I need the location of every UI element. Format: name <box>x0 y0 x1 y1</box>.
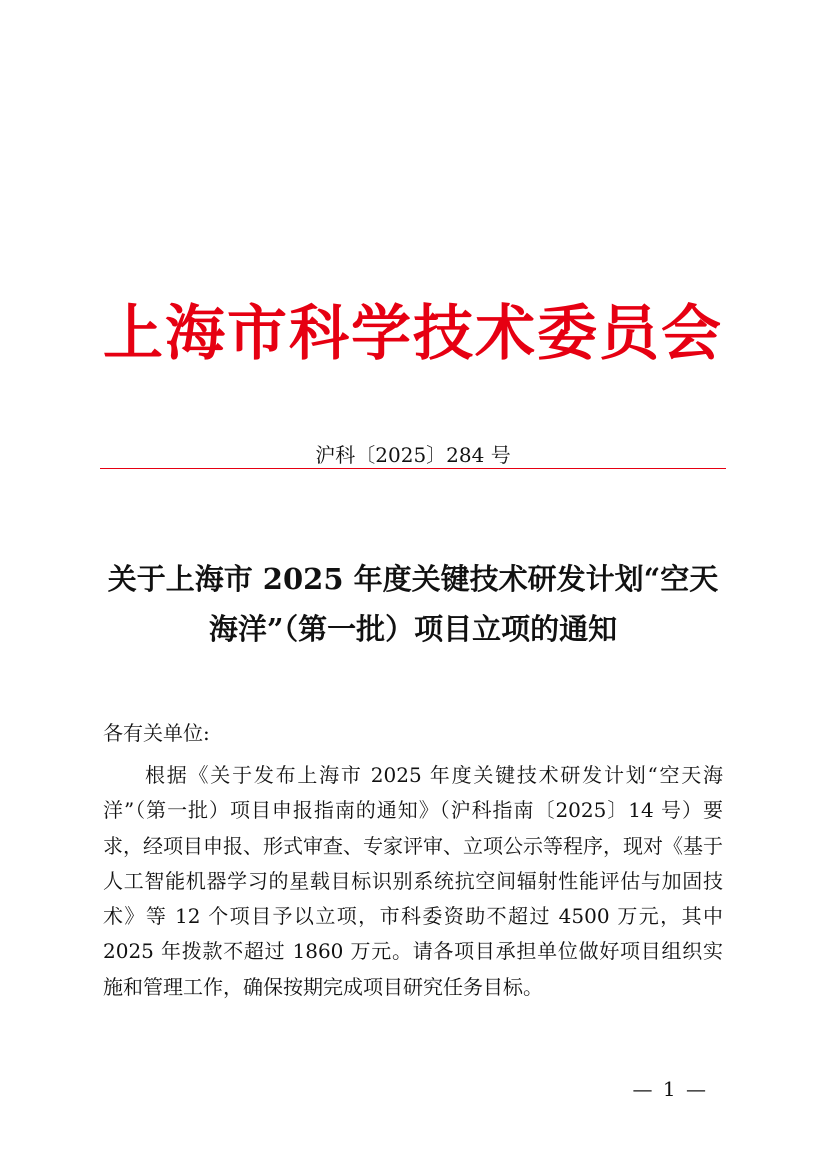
document-number: 沪科〔2025〕284 号 <box>315 443 511 467</box>
document-title: 关于上海市 2025 年度关键技术研发计划“空天海洋”（第一批）项目立项的通知 <box>107 562 719 646</box>
body-paragraph: 根据《关于发布上海市 2025 年度关键技术研发计划“空天海洋”（第一批）项目申报指南的通知》（沪科指南〔2025〕14 号）要求，经项目申报、形式审查、专家评审、立项公示等程序，现对《基于人工智能机器学习的星载目标识别系统抗空间辐射性能评估与加固技术》等 12 个项目予以立项，市科委资助不超过 4500 万元，其中 2025 年拨款不超过 1860 万元。请各项目承担单位做好项目组织实施和管理工作，确保按期完成项目研究任务目标。 <box>103 763 723 999</box>
page-number: — 1 — <box>632 1077 708 1101</box>
red-separator-line <box>100 468 726 469</box>
salutation: 各有关单位: <box>103 721 210 745</box>
issuing-organization-header: 上海市科学技术委员会 <box>103 299 723 369</box>
